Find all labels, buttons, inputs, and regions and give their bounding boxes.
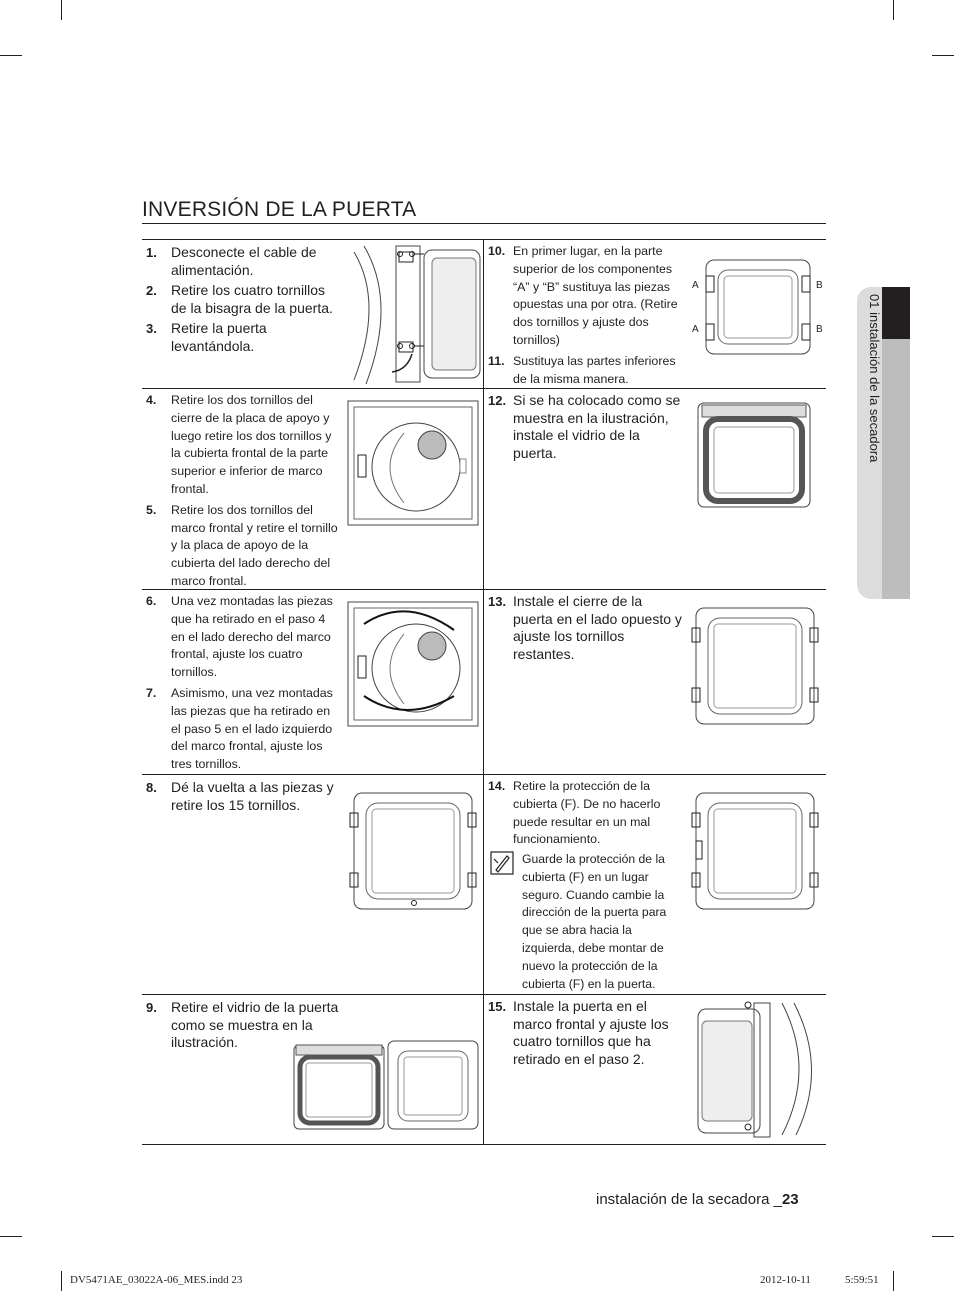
illustration-frame-reassembly bbox=[346, 600, 482, 728]
note bbox=[490, 851, 672, 993]
step-number: 2. bbox=[146, 283, 157, 298]
illustration-front-frame bbox=[346, 399, 482, 527]
cell-step-12 bbox=[484, 389, 826, 589]
step-10 bbox=[484, 243, 680, 350]
step-number: 10. bbox=[488, 244, 506, 258]
step-number: 14. bbox=[488, 779, 506, 793]
step-number: 15. bbox=[488, 999, 507, 1014]
step-text: Retire los cuatro tornillos de la bisagra de la puerta. bbox=[171, 282, 333, 316]
step-number: 3. bbox=[146, 321, 157, 336]
step-15 bbox=[484, 998, 684, 1068]
cell-step-8 bbox=[142, 775, 484, 994]
step-list bbox=[484, 778, 680, 852]
grid-row bbox=[142, 389, 826, 590]
step-2 bbox=[142, 282, 342, 317]
cell-step-13 bbox=[484, 590, 826, 774]
crop-mark bbox=[932, 55, 954, 56]
grid-row bbox=[142, 775, 826, 995]
step-number: 4. bbox=[146, 393, 157, 407]
step-text: Retire la puerta levantándola. bbox=[171, 320, 267, 354]
crop-mark bbox=[0, 1236, 22, 1237]
step-6 bbox=[142, 593, 340, 682]
step-text: Instale el cierre de la puerta en el lado opuesto y ajuste los tornillos restantes. bbox=[513, 593, 682, 662]
note-text: Guarde la protección de la cubierta (F) en un lugar seguro. Cuando cambie la dirección de la puerta para que se abra hacia la izquierda, debe montar de nuevo la protección de la cubierta (F) en la puerta. bbox=[522, 852, 667, 991]
step-list bbox=[484, 392, 684, 465]
illustration-door-glass-removal bbox=[292, 1039, 482, 1133]
step-list bbox=[142, 779, 342, 817]
print-slug-time: 5:59:51 bbox=[845, 1274, 879, 1286]
step-number: 13. bbox=[488, 594, 507, 609]
step-list bbox=[484, 593, 684, 666]
step-text: Retire el vidrio de la puerta como se muestra en la ilustración. bbox=[171, 999, 339, 1050]
illustration-cover-protection bbox=[690, 789, 820, 913]
cell-step-14 bbox=[484, 775, 826, 994]
side-tab-marker bbox=[882, 287, 910, 339]
step-text: Sustituya las partes inferiores de la misma manera. bbox=[513, 353, 676, 386]
steps-grid bbox=[142, 239, 826, 1145]
label-b-bottom: B bbox=[816, 324, 823, 335]
crop-mark bbox=[61, 0, 62, 20]
step-text: Retire los dos tornillos del cierre de la placa de apoyo y luego retire los dos tornillos y la cubierta frontal de la parte superior e inferior de marco frontal. bbox=[171, 393, 332, 496]
illustration-door-hinge bbox=[352, 242, 482, 386]
illustration-door-parts-a-b bbox=[692, 254, 824, 358]
step-12 bbox=[484, 392, 684, 462]
step-8 bbox=[142, 779, 342, 814]
step-number: 6. bbox=[146, 594, 157, 608]
step-text: Instale la puerta en el marco frontal y ajuste los cuatro tornillos que ha retirado en el paso 2. bbox=[513, 998, 669, 1067]
illustration-door-mount bbox=[696, 999, 822, 1139]
step-list bbox=[142, 392, 340, 594]
note-icon bbox=[490, 851, 514, 875]
step-number: 7. bbox=[146, 685, 157, 700]
footer-label: instalación de la secadora _ bbox=[596, 1191, 782, 1208]
cell-step-15 bbox=[484, 995, 826, 1144]
cell-steps-10-11 bbox=[484, 240, 826, 388]
step-number: 9. bbox=[146, 1000, 157, 1015]
crop-mark bbox=[932, 1236, 954, 1237]
step-list bbox=[484, 998, 684, 1071]
crop-mark bbox=[893, 1271, 894, 1291]
step-14 bbox=[484, 778, 680, 849]
step-4 bbox=[142, 392, 340, 499]
label-b-top: B bbox=[816, 280, 823, 291]
cell-step-9 bbox=[142, 995, 484, 1144]
step-3 bbox=[142, 320, 342, 355]
step-5 bbox=[142, 502, 340, 591]
print-slug-file: DV5471AE_03022A-06_MES.indd 23 bbox=[70, 1274, 243, 1286]
cell-steps-1-3 bbox=[142, 240, 484, 388]
grid-row bbox=[142, 995, 826, 1145]
step-11 bbox=[484, 353, 680, 389]
crop-mark bbox=[893, 0, 894, 20]
illustration-door-back-screws bbox=[348, 789, 478, 913]
step-text: Retire los dos tornillos del marco frontal y retire el tornillo y la placa de apoyo de la cubierta del lado derecho del marco frontal. bbox=[171, 502, 338, 588]
label-a-top: A bbox=[692, 280, 699, 291]
grid-row bbox=[142, 239, 826, 389]
title-rule bbox=[142, 223, 826, 224]
step-7 bbox=[142, 685, 340, 774]
step-text: Asimismo, una vez montadas las piezas que ha retirado en el paso 5 en el lado izquierdo del marco frontal, ajuste los tres tornillos. bbox=[171, 685, 333, 772]
label-a-bottom: A bbox=[692, 324, 699, 335]
step-number: 8. bbox=[146, 780, 157, 795]
page-footer bbox=[596, 1191, 799, 1208]
step-1 bbox=[142, 244, 342, 279]
page-title: INVERSIÓN DE LA PUERTA bbox=[142, 198, 417, 221]
step-list bbox=[142, 244, 342, 358]
side-tab-bar bbox=[882, 339, 910, 599]
illustration-door-latch bbox=[690, 604, 820, 728]
step-13 bbox=[484, 593, 684, 663]
side-tab-label: 01 instalación de la secadora bbox=[867, 294, 882, 463]
crop-mark bbox=[61, 1271, 62, 1291]
cell-steps-4-5 bbox=[142, 389, 484, 589]
step-list bbox=[142, 593, 340, 777]
crop-mark bbox=[0, 55, 22, 56]
step-text: Desconecte el cable de alimentación. bbox=[171, 244, 317, 278]
grid-row bbox=[142, 590, 826, 775]
step-list bbox=[484, 243, 680, 391]
step-text: Retire la protección de la cubierta (F). De no hacerlo puede resultar en un mal funcionamiento. bbox=[513, 779, 661, 847]
step-number: 11. bbox=[488, 353, 505, 368]
print-slug-date: 2012-10-11 bbox=[760, 1274, 811, 1286]
step-number: 5. bbox=[146, 502, 157, 517]
page-number: 23 bbox=[781, 1191, 799, 1208]
step-text: Si se ha colocado como se muestra en la ilustración, instale el vidrio de la puerta. bbox=[513, 392, 681, 461]
step-number: 1. bbox=[146, 245, 157, 260]
illustration-door-glass-install bbox=[696, 401, 812, 509]
step-text: Dé la vuelta a las piezas y retire los 15 tornillos. bbox=[171, 779, 334, 813]
cell-steps-6-7 bbox=[142, 590, 484, 774]
step-text: En primer lugar, en la parte superior de los componentes “A” y “B” sustituya las piezas opuestas una por otra. (Retire dos tornillos y ajuste dos tornillos) bbox=[513, 244, 678, 347]
step-text: Una vez montadas las piezas que ha retirado en el paso 4 en el lado derecho del marco frontal, ajuste los cuatro tornillos. bbox=[171, 594, 333, 680]
step-number: 12. bbox=[488, 393, 507, 408]
